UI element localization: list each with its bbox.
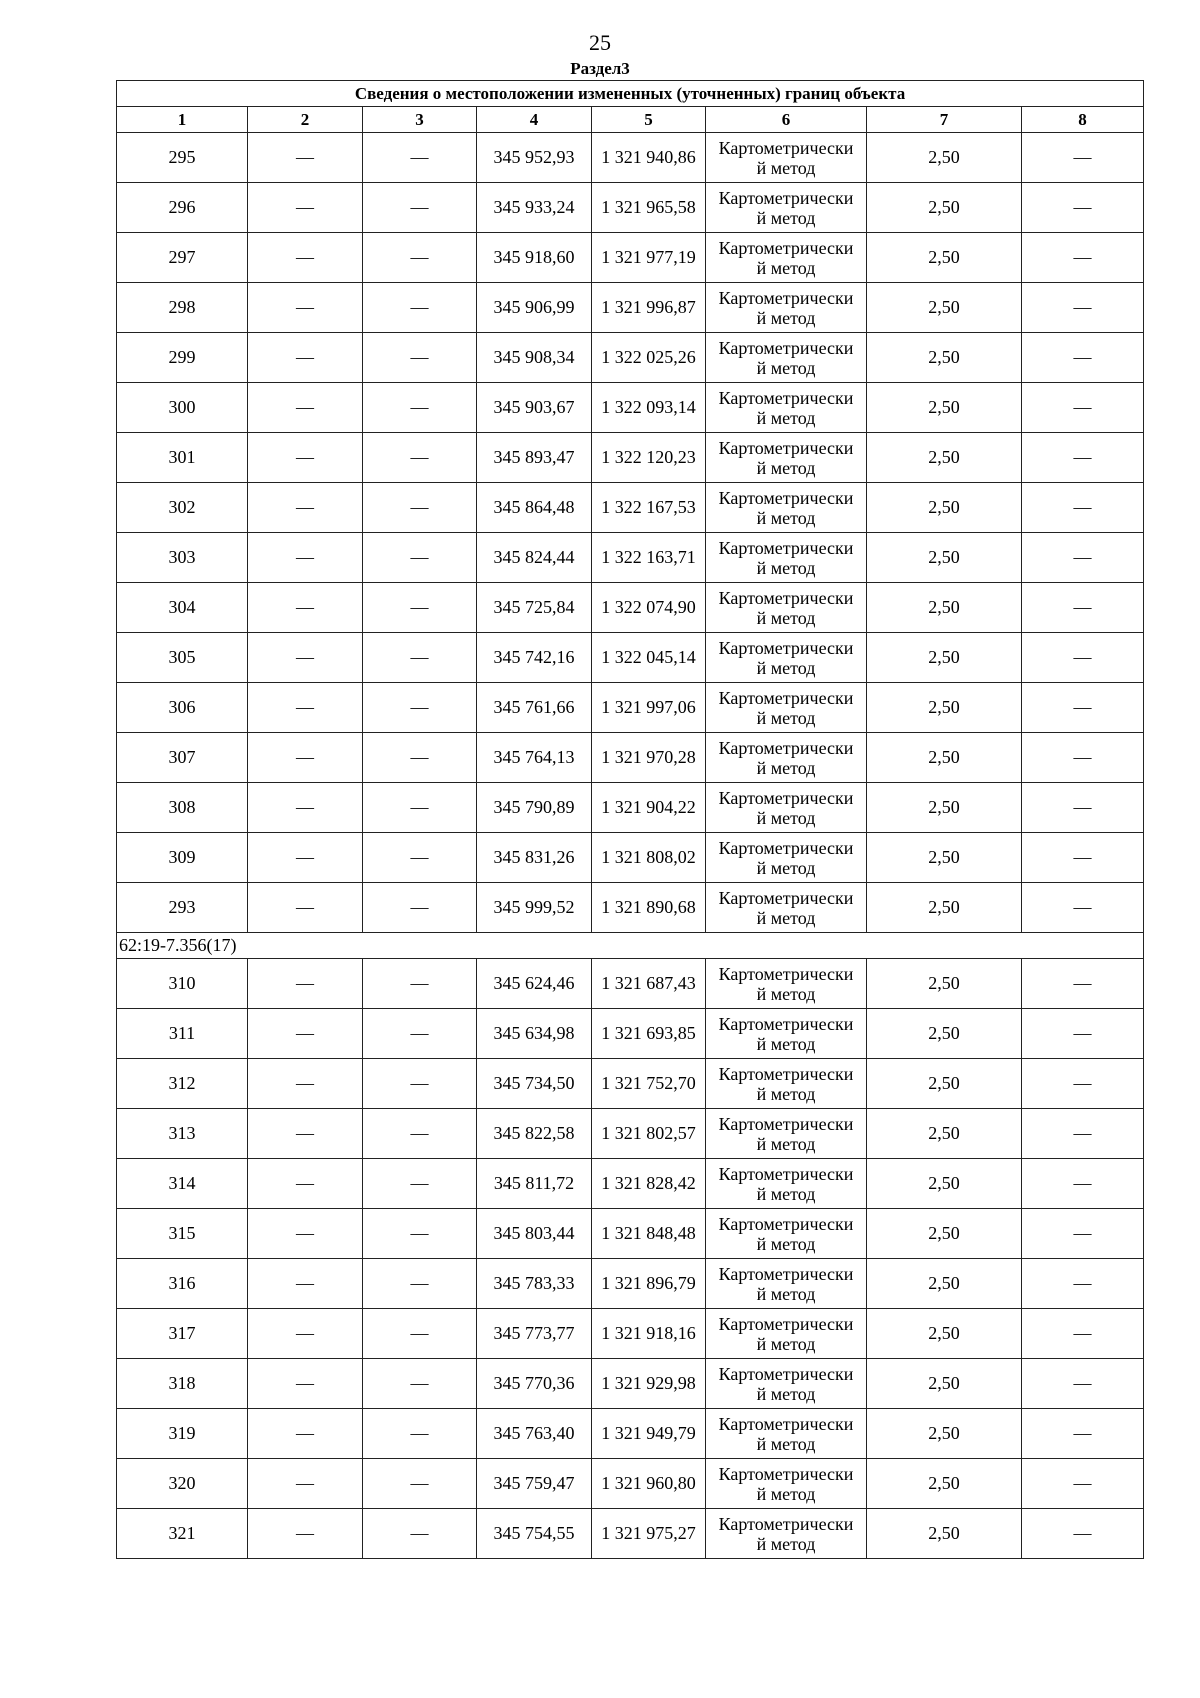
table-cell-col-7: 2,50 <box>867 959 1022 1009</box>
table-cell-col-6: Картометрически й метод <box>706 583 867 633</box>
table-cell-col-1: 313 <box>117 1109 248 1159</box>
table-cell-col-7: 2,50 <box>867 883 1022 933</box>
table-row <box>117 1309 1144 1359</box>
table-cell-col-5: 1 322 167,53 <box>592 483 706 533</box>
table-cell-col-4: 345 933,24 <box>477 183 592 233</box>
table-cell-col-4: 345 803,44 <box>477 1209 592 1259</box>
table-cell-col-1: 318 <box>117 1359 248 1409</box>
table-cell-col-8: — <box>1022 1109 1144 1159</box>
table-cell-col-4: 345 764,13 <box>477 733 592 783</box>
table-cell-col-6: Картометрически й метод <box>706 1159 867 1209</box>
table-cell-col-3: — <box>363 1059 477 1109</box>
table-cell-col-7: 2,50 <box>867 683 1022 733</box>
table-cell-col-7: 2,50 <box>867 1109 1022 1159</box>
table-cell-col-4: 345 908,34 <box>477 333 592 383</box>
table-cell-col-2: — <box>248 1459 363 1509</box>
table-cell-col-4: 345 999,52 <box>477 883 592 933</box>
table-cell-col-1: 303 <box>117 533 248 583</box>
table-cell-col-6: Картометрически й метод <box>706 1009 867 1059</box>
table-cell-col-8: — <box>1022 1509 1144 1559</box>
table-cell-col-8: — <box>1022 1459 1144 1509</box>
column-number-6: 6 <box>706 107 867 133</box>
table-cell-col-4: 345 773,77 <box>477 1309 592 1359</box>
table-cell-col-5: 1 321 848,48 <box>592 1209 706 1259</box>
table-cell-col-6: Картометрически й метод <box>706 383 867 433</box>
table-row <box>117 433 1144 483</box>
table-cell-col-6: Картометрически й метод <box>706 1409 867 1459</box>
table-cell-col-4: 345 770,36 <box>477 1359 592 1409</box>
table-cell-col-8: — <box>1022 783 1144 833</box>
table-cell-col-1: 299 <box>117 333 248 383</box>
table-cell-col-8: — <box>1022 183 1144 233</box>
table-cell-col-7: 2,50 <box>867 1159 1022 1209</box>
table-cell-col-6: Картометрически й метод <box>706 683 867 733</box>
table-cell-col-7: 2,50 <box>867 1359 1022 1409</box>
table-cell-col-2: — <box>248 683 363 733</box>
column-number-row <box>117 107 1144 133</box>
table-cell-col-3: — <box>363 533 477 583</box>
table-cell-col-6: Картометрически й метод <box>706 883 867 933</box>
table-cell-col-8: — <box>1022 1159 1144 1209</box>
table-cell-col-4: 345 906,99 <box>477 283 592 333</box>
table-cell-col-3: — <box>363 833 477 883</box>
table-cell-col-4: 345 634,98 <box>477 1009 592 1059</box>
table-row <box>117 233 1144 283</box>
table-cell-col-5: 1 321 752,70 <box>592 1059 706 1109</box>
column-number-1: 1 <box>117 107 248 133</box>
table-cell-col-6: Картометрически й метод <box>706 533 867 583</box>
table-cell-col-5: 1 321 970,28 <box>592 733 706 783</box>
table-row <box>117 1009 1144 1059</box>
table-cell-col-2: — <box>248 1109 363 1159</box>
table-row <box>117 1359 1144 1409</box>
table-cell-col-5: 1 321 940,86 <box>592 133 706 183</box>
table-cell-col-1: 295 <box>117 133 248 183</box>
table-cell-col-6: Картометрически й метод <box>706 1209 867 1259</box>
table-cell-col-5: 1 321 977,19 <box>592 233 706 283</box>
table-cell-col-2: — <box>248 733 363 783</box>
table-cell-col-8: — <box>1022 133 1144 183</box>
group-label-row <box>117 933 1144 959</box>
table-cell-col-7: 2,50 <box>867 183 1022 233</box>
table-cell-col-8: — <box>1022 533 1144 583</box>
table-cell-col-6: Картометрически й метод <box>706 1509 867 1559</box>
table-cell-col-4: 345 893,47 <box>477 433 592 483</box>
table-cell-col-5: 1 321 693,85 <box>592 1009 706 1059</box>
table-row <box>117 833 1144 883</box>
table-cell-col-3: — <box>363 583 477 633</box>
table-cell-col-5: 1 321 828,42 <box>592 1159 706 1209</box>
table-cell-col-5: 1 322 120,23 <box>592 433 706 483</box>
table-cell-col-1: 309 <box>117 833 248 883</box>
table-cell-col-7: 2,50 <box>867 233 1022 283</box>
table-row <box>117 183 1144 233</box>
table-row <box>117 333 1144 383</box>
table-cell-col-3: — <box>363 433 477 483</box>
table-cell-col-1: 319 <box>117 1409 248 1459</box>
table-cell-col-6: Картометрически й метод <box>706 1359 867 1409</box>
column-number-4: 4 <box>477 107 592 133</box>
table-cell-col-2: — <box>248 1059 363 1109</box>
table-cell-col-7: 2,50 <box>867 1209 1022 1259</box>
table-cell-col-3: — <box>363 333 477 383</box>
table-cell-col-2: — <box>248 1009 363 1059</box>
coordinates-table <box>116 80 1144 1559</box>
table-row <box>117 683 1144 733</box>
table-cell-col-1: 311 <box>117 1009 248 1059</box>
table-cell-col-7: 2,50 <box>867 583 1022 633</box>
table-cell-col-3: — <box>363 133 477 183</box>
table-cell-col-8: — <box>1022 583 1144 633</box>
table-cell-col-8: — <box>1022 1059 1144 1109</box>
table-cell-col-6: Картометрически й метод <box>706 959 867 1009</box>
table-cell-col-4: 345 831,26 <box>477 833 592 883</box>
table-cell-col-1: 298 <box>117 283 248 333</box>
table-cell-col-6: Картометрически й метод <box>706 133 867 183</box>
table-cell-col-3: — <box>363 883 477 933</box>
table-cell-col-1: 320 <box>117 1459 248 1509</box>
table-cell-col-5: 1 321 996,87 <box>592 283 706 333</box>
table-cell-col-5: 1 321 965,58 <box>592 183 706 233</box>
table-row <box>117 1259 1144 1309</box>
table-cell-col-2: — <box>248 1259 363 1309</box>
table-cell-col-7: 2,50 <box>867 633 1022 683</box>
table-cell-col-6: Картометрически й метод <box>706 1109 867 1159</box>
table-caption: Сведения о местоположении измененных (уточненных) границ объекта <box>117 81 1144 107</box>
table-cell-col-8: — <box>1022 683 1144 733</box>
table-row <box>117 533 1144 583</box>
table-cell-col-8: — <box>1022 433 1144 483</box>
table-cell-col-3: — <box>363 1359 477 1409</box>
table-cell-col-4: 345 903,67 <box>477 383 592 433</box>
table-cell-col-5: 1 321 997,06 <box>592 683 706 733</box>
table-cell-col-3: — <box>363 1459 477 1509</box>
table-cell-col-2: — <box>248 183 363 233</box>
table-row <box>117 1209 1144 1259</box>
table-cell-col-8: — <box>1022 283 1144 333</box>
table-cell-col-1: 316 <box>117 1259 248 1309</box>
table-cell-col-1: 314 <box>117 1159 248 1209</box>
table-cell-col-2: — <box>248 1359 363 1409</box>
table-cell-col-7: 2,50 <box>867 1059 1022 1109</box>
table-cell-col-5: 1 321 890,68 <box>592 883 706 933</box>
table-cell-col-6: Картометрически й метод <box>706 283 867 333</box>
table-cell-col-3: — <box>363 959 477 1009</box>
table-cell-col-3: — <box>363 1209 477 1259</box>
table-cell-col-6: Картометрически й метод <box>706 1309 867 1359</box>
table-cell-col-2: — <box>248 783 363 833</box>
table-cell-col-7: 2,50 <box>867 1459 1022 1509</box>
column-number-5: 5 <box>592 107 706 133</box>
table-cell-col-3: — <box>363 1009 477 1059</box>
table-cell-col-5: 1 321 960,80 <box>592 1459 706 1509</box>
table-cell-col-4: 345 822,58 <box>477 1109 592 1159</box>
table-cell-col-1: 301 <box>117 433 248 483</box>
table-cell-col-3: — <box>363 283 477 333</box>
table-cell-col-3: — <box>363 633 477 683</box>
table-cell-col-3: — <box>363 483 477 533</box>
table-cell-col-5: 1 322 074,90 <box>592 583 706 633</box>
table-cell-col-2: — <box>248 1509 363 1559</box>
table-cell-col-6: Картометрически й метод <box>706 1059 867 1109</box>
table-cell-col-3: — <box>363 1309 477 1359</box>
table-row <box>117 633 1144 683</box>
table-row <box>117 283 1144 333</box>
table-row <box>117 883 1144 933</box>
table-cell-col-8: — <box>1022 1409 1144 1459</box>
table-cell-col-2: — <box>248 383 363 433</box>
table-row <box>117 133 1144 183</box>
table-cell-col-7: 2,50 <box>867 1509 1022 1559</box>
column-number-7: 7 <box>867 107 1022 133</box>
table-cell-col-6: Картометрически й метод <box>706 233 867 283</box>
group-label: 62:19-7.356(17) <box>117 933 1144 959</box>
table-cell-col-4: 345 734,50 <box>477 1059 592 1109</box>
table-cell-col-1: 307 <box>117 733 248 783</box>
table-cell-col-2: — <box>248 233 363 283</box>
table-cell-col-2: — <box>248 883 363 933</box>
table-cell-col-8: — <box>1022 883 1144 933</box>
table-row <box>117 1109 1144 1159</box>
table-cell-col-7: 2,50 <box>867 433 1022 483</box>
table-body <box>117 133 1144 1559</box>
table-cell-col-2: — <box>248 1159 363 1209</box>
table-cell-col-1: 312 <box>117 1059 248 1109</box>
table-cell-col-6: Картометрически й метод <box>706 833 867 883</box>
column-number-3: 3 <box>363 107 477 133</box>
table-cell-col-7: 2,50 <box>867 733 1022 783</box>
table-cell-col-8: — <box>1022 959 1144 1009</box>
table-row <box>117 1509 1144 1559</box>
table-cell-col-7: 2,50 <box>867 483 1022 533</box>
table-row <box>117 383 1144 433</box>
table-cell-col-8: — <box>1022 1209 1144 1259</box>
table-cell-col-8: — <box>1022 1359 1144 1409</box>
table-cell-col-4: 345 811,72 <box>477 1159 592 1209</box>
table-cell-col-3: — <box>363 383 477 433</box>
table-row <box>117 1159 1144 1209</box>
table-cell-col-8: — <box>1022 1309 1144 1359</box>
table-cell-col-5: 1 321 904,22 <box>592 783 706 833</box>
table-cell-col-2: — <box>248 1209 363 1259</box>
table-cell-col-1: 297 <box>117 233 248 283</box>
table-cell-col-5: 1 321 929,98 <box>592 1359 706 1409</box>
table-cell-col-1: 321 <box>117 1509 248 1559</box>
table-cell-col-7: 2,50 <box>867 133 1022 183</box>
table-cell-col-1: 296 <box>117 183 248 233</box>
table-cell-col-6: Картометрически й метод <box>706 183 867 233</box>
table-cell-col-7: 2,50 <box>867 533 1022 583</box>
table-cell-col-8: — <box>1022 233 1144 283</box>
table-cell-col-1: 302 <box>117 483 248 533</box>
table-cell-col-1: 317 <box>117 1309 248 1359</box>
table-cell-col-2: — <box>248 333 363 383</box>
table-cell-col-8: — <box>1022 483 1144 533</box>
table-cell-col-7: 2,50 <box>867 283 1022 333</box>
table-cell-col-1: 315 <box>117 1209 248 1259</box>
table-cell-col-2: — <box>248 483 363 533</box>
table-cell-col-2: — <box>248 633 363 683</box>
table-cell-col-1: 305 <box>117 633 248 683</box>
table-cell-col-2: — <box>248 959 363 1009</box>
table-cell-col-2: — <box>248 283 363 333</box>
table-cell-col-4: 345 824,44 <box>477 533 592 583</box>
table-cell-col-3: — <box>363 233 477 283</box>
table-cell-col-6: Картометрически й метод <box>706 483 867 533</box>
table-cell-col-3: — <box>363 1109 477 1159</box>
table-cell-col-6: Картометрически й метод <box>706 333 867 383</box>
table-cell-col-8: — <box>1022 833 1144 883</box>
table-cell-col-4: 345 754,55 <box>477 1509 592 1559</box>
table-cell-col-5: 1 321 918,16 <box>592 1309 706 1359</box>
table-cell-col-6: Картометрически й метод <box>706 783 867 833</box>
table-cell-col-7: 2,50 <box>867 1309 1022 1359</box>
table-cell-col-6: Картометрически й метод <box>706 1259 867 1309</box>
table-row <box>117 483 1144 533</box>
table-cell-col-5: 1 321 687,43 <box>592 959 706 1009</box>
table-cell-col-7: 2,50 <box>867 383 1022 433</box>
table-cell-col-7: 2,50 <box>867 1009 1022 1059</box>
table-cell-col-3: — <box>363 1259 477 1309</box>
table-cell-col-5: 1 321 896,79 <box>592 1259 706 1309</box>
table-cell-col-1: 293 <box>117 883 248 933</box>
table-cell-col-1: 304 <box>117 583 248 633</box>
table-cell-col-2: — <box>248 583 363 633</box>
table-row <box>117 583 1144 633</box>
table-cell-col-5: 1 321 802,57 <box>592 1109 706 1159</box>
table-cell-col-5: 1 322 045,14 <box>592 633 706 683</box>
table-cell-col-3: — <box>363 1509 477 1559</box>
table-cell-col-6: Картометрически й метод <box>706 633 867 683</box>
table-cell-col-8: — <box>1022 383 1144 433</box>
table-cell-col-2: — <box>248 433 363 483</box>
table-cell-col-4: 345 918,60 <box>477 233 592 283</box>
table-cell-col-7: 2,50 <box>867 1259 1022 1309</box>
table-cell-col-8: — <box>1022 1259 1144 1309</box>
column-number-8: 8 <box>1022 107 1144 133</box>
table-cell-col-4: 345 624,46 <box>477 959 592 1009</box>
table-cell-col-2: — <box>248 833 363 883</box>
table-cell-col-4: 345 864,48 <box>477 483 592 533</box>
table-cell-col-6: Картометрически й метод <box>706 433 867 483</box>
table-cell-col-6: Картометрически й метод <box>706 733 867 783</box>
table-row <box>117 733 1144 783</box>
table-cell-col-2: — <box>248 133 363 183</box>
table-cell-col-8: — <box>1022 1009 1144 1059</box>
table-cell-col-4: 345 783,33 <box>477 1259 592 1309</box>
table-cell-col-6: Картометрически й метод <box>706 1459 867 1509</box>
table-cell-col-3: — <box>363 733 477 783</box>
table-cell-col-8: — <box>1022 633 1144 683</box>
table-cell-col-7: 2,50 <box>867 833 1022 883</box>
column-number-2: 2 <box>248 107 363 133</box>
table-cell-col-1: 306 <box>117 683 248 733</box>
table-cell-col-7: 2,50 <box>867 783 1022 833</box>
section-title: Раздел3 <box>570 59 630 78</box>
table-cell-col-5: 1 321 808,02 <box>592 833 706 883</box>
table-cell-col-4: 345 725,84 <box>477 583 592 633</box>
table-cell-col-1: 300 <box>117 383 248 433</box>
table-cell-col-3: — <box>363 183 477 233</box>
table-cell-col-5: 1 322 025,26 <box>592 333 706 383</box>
table-cell-col-1: 310 <box>117 959 248 1009</box>
page-number: 25 <box>589 30 611 55</box>
table-cell-col-2: — <box>248 533 363 583</box>
table-cell-col-1: 308 <box>117 783 248 833</box>
table-row <box>117 959 1144 1009</box>
table-cell-col-2: — <box>248 1309 363 1359</box>
table-row <box>117 783 1144 833</box>
table-cell-col-4: 345 763,40 <box>477 1409 592 1459</box>
table-cell-col-4: 345 761,66 <box>477 683 592 733</box>
table-cell-col-5: 1 322 163,71 <box>592 533 706 583</box>
table-cell-col-3: — <box>363 683 477 733</box>
table-cell-col-2: — <box>248 1409 363 1459</box>
table-row <box>117 1409 1144 1459</box>
table-cell-col-7: 2,50 <box>867 333 1022 383</box>
table-cell-col-4: 345 742,16 <box>477 633 592 683</box>
table-cell-col-8: — <box>1022 333 1144 383</box>
table-cell-col-5: 1 321 949,79 <box>592 1409 706 1459</box>
table-cell-col-5: 1 321 975,27 <box>592 1509 706 1559</box>
table-cell-col-8: — <box>1022 733 1144 783</box>
table-cell-col-7: 2,50 <box>867 1409 1022 1459</box>
table-cell-col-4: 345 952,93 <box>477 133 592 183</box>
table-caption-row <box>117 81 1144 107</box>
table-cell-col-3: — <box>363 783 477 833</box>
table-row <box>117 1459 1144 1509</box>
table-cell-col-4: 345 759,47 <box>477 1459 592 1509</box>
table-cell-col-4: 345 790,89 <box>477 783 592 833</box>
table-row <box>117 1059 1144 1109</box>
table-cell-col-5: 1 322 093,14 <box>592 383 706 433</box>
table-cell-col-3: — <box>363 1159 477 1209</box>
table-cell-col-3: — <box>363 1409 477 1459</box>
